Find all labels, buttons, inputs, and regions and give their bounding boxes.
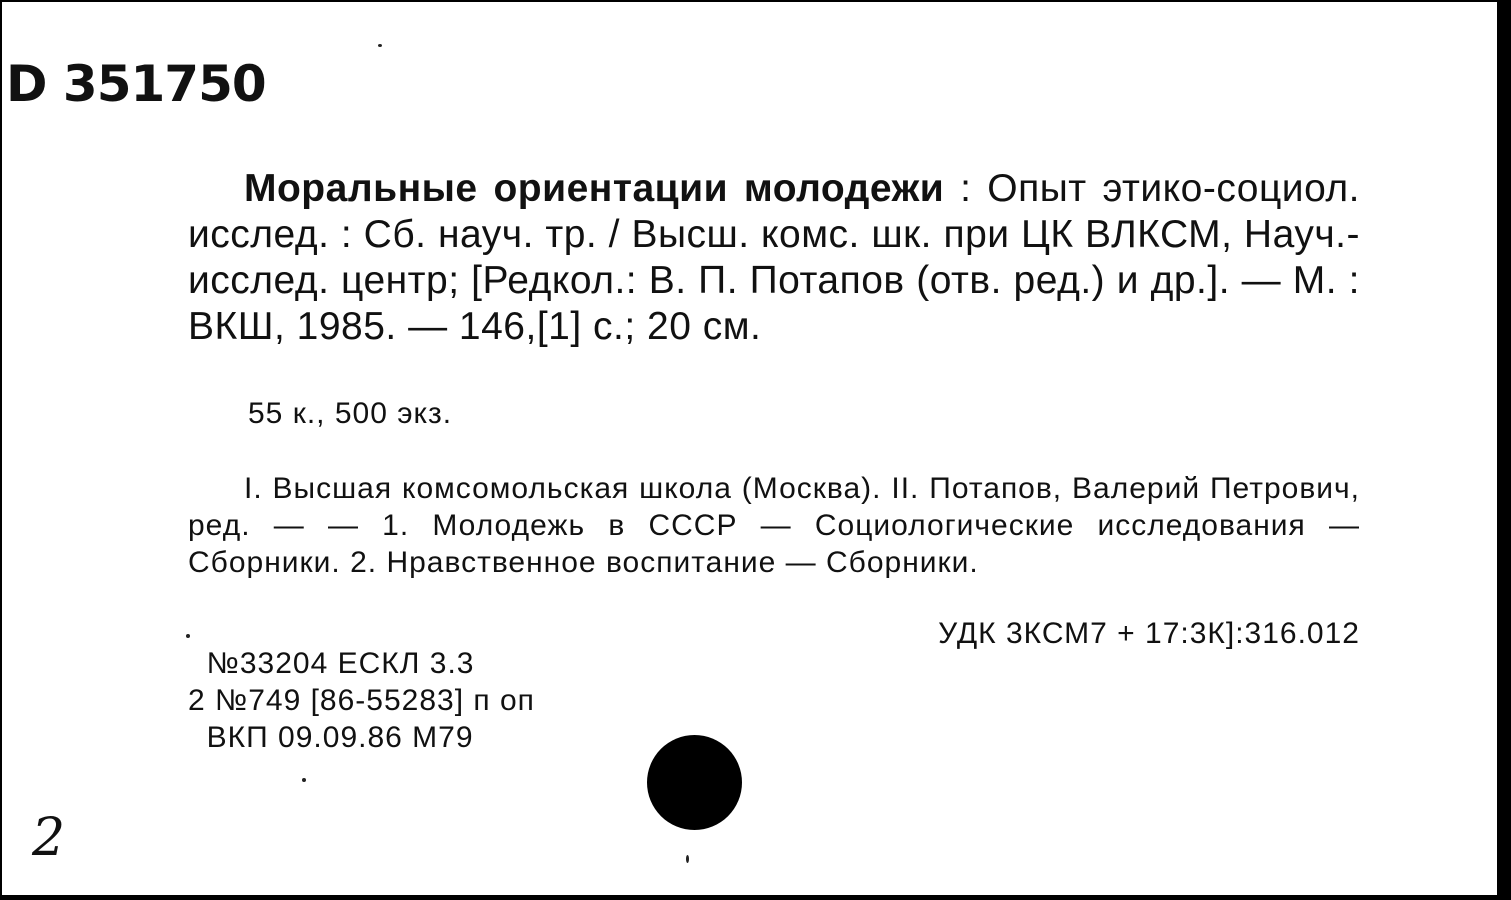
price-and-copies: 55 к., 500 экз.: [248, 397, 453, 430]
registration-block: [188, 645, 535, 756]
registration-line: ВКП 09.09.86 М79: [188, 721, 474, 754]
speck: [302, 778, 306, 782]
description-title: Моральные ориентации молодежи: [244, 167, 945, 210]
speck: [686, 855, 689, 863]
udc-code: УДК 3КСМ7 + 17:3К]:316.012: [938, 617, 1360, 650]
scan-edge: [1497, 0, 1511, 900]
speck: [378, 44, 382, 47]
handwritten-mark: 2: [32, 808, 66, 868]
subject-headings: I. Высшая комсомольская школа (Москва). II. Потапов, Валерий Петрович, ред. — — 1. Молодежь в СССР — Социологические исследования — Сборники. 2. Нравственное воспитание — Сборники.: [188, 472, 1360, 579]
punch-hole: [647, 735, 742, 830]
description-rest: : Опыт этико-социол. исслед. : Сб. науч. тр. / Высш. комс. шк. при ЦК ВЛКСМ, Науч.-исслед. центр; [Редкол.: В. П. Потапов (отв. ред.) и др.]. — М. : ВКШ, 1985. — 146,[1] с.; 20 см.: [188, 167, 1360, 348]
bibliographic-description: [188, 166, 1360, 350]
registration-line: 2 №749 [86-55283] п оп: [188, 684, 535, 717]
registration-line: №33204 ЕСКЛ 3.3: [188, 647, 475, 680]
catalog-card: [2, 2, 1499, 895]
speck: [186, 634, 190, 638]
catalog-number: D 351750: [6, 55, 266, 113]
